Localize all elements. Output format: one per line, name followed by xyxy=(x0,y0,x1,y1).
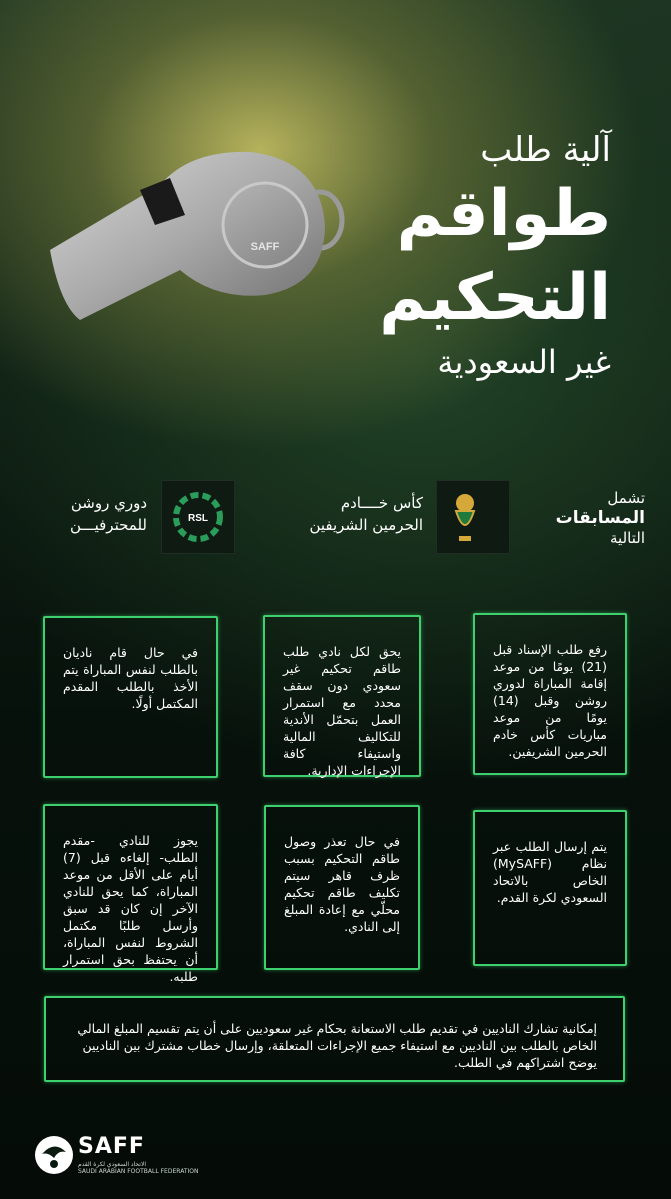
title-line-3: التحكيم xyxy=(379,261,611,335)
competitions-label xyxy=(545,488,645,548)
title-line-1: آلية طلب xyxy=(480,130,611,170)
saff-subtitle-arabic: الاتحاد السعودي لكرة القدم xyxy=(78,1161,147,1168)
info-card-5: في حال تعذر وصول طاقم التحكيم بسبب ظرف قاهر سيتم تكليف طاقم تحكيم محلّي مع إعادة المبلغ إلى النادي. xyxy=(264,805,420,970)
rsl-logo xyxy=(161,480,235,554)
info-card-2: يحق لكل نادي طلب طاقم تحكيم غير سعودي دون سقف محدد مع استمرار العمل بتحمّل الأندية للتكاليف المالية واستيفاء كافة الإجراءات الإدارية. xyxy=(263,615,421,777)
title-line-2: طواقم xyxy=(396,177,611,251)
rsl-logo-icon xyxy=(162,481,234,553)
competitions-label-strong: المسابقات xyxy=(555,508,645,528)
saff-brand-text: SAFF xyxy=(78,1134,145,1159)
saff-subtitle xyxy=(78,1161,198,1175)
roshn-league-label xyxy=(30,492,147,536)
roshn-league-line-1: دوري روشن xyxy=(70,494,147,512)
whistle-badge-text: SAFF xyxy=(250,241,280,253)
roshn-league-line-2: للمحترفيـــن xyxy=(70,516,147,534)
info-card-3: في حال قام ناديان بالطلب لنفس المباراة يتم الأخذ بالطلب المقدم المكتمل أولًا. xyxy=(43,616,218,778)
kings-cup-line-1: كأس خــــادم xyxy=(340,494,423,512)
info-card-1: رفع طلب الإسناد قبل (21) يومًا من موعد إقامة المباراة لدوري روشن وقبل (14) يومًا من موعد مباريات كأس خادم الحرمين الشريفين. xyxy=(473,613,627,775)
competitions-label-bottom: التالية xyxy=(610,529,645,547)
title-line-4: غير السعودية xyxy=(437,343,611,381)
kings-cup-label xyxy=(273,492,423,536)
competitions-row xyxy=(30,480,645,552)
title-block xyxy=(281,128,611,384)
saff-subtitle-english: SAUDI ARABIAN FOOTBALL FEDERATION xyxy=(78,1168,199,1175)
info-card-6: يجوز للنادي -مقدم الطلب- إلغاءه قبل (7) أيام على الأقل من موعد المباراة، كما يحق للنادي الآخر إن كان قد سبق وأرسل طلبًا مكتمل الشروط لنفس المباراة، أن يحتفظ بحق استمرار طلبه. xyxy=(43,804,218,970)
competitions-label-top: تشمل xyxy=(607,489,645,507)
kings-cup-line-2: الحرمين الشريفين xyxy=(309,516,423,534)
kings-cup-logo xyxy=(436,480,510,554)
info-card-wide: إمكانية تشارك الناديين في تقديم طلب الاستعانة بحكام غير سعوديين على أن يتم تقسيم المبلغ المالي الخاص بالطلب بين الناديين مع استيفاء جميع الإجراءات المتعلقة، وإرسال خطاب مشترك بين الناديين يوضح اشتراكهم في الطلب. xyxy=(44,996,625,1082)
rsl-logo-text: RSL xyxy=(188,513,208,524)
info-card-4: يتم إرسال الطلب عبر نظام (MySAFF) الخاص بالاتحاد السعودي لكرة القدم. xyxy=(473,810,627,966)
trophy-icon xyxy=(437,481,509,553)
